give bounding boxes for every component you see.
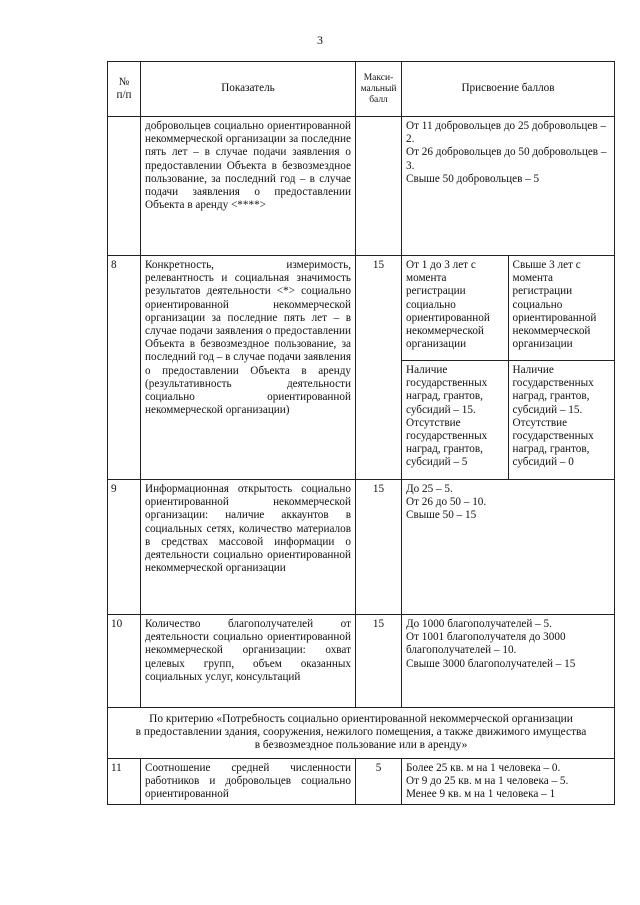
scoring-subcell: Наличие государственных наград, грантов, субсидий – 15. Отсутствие государственных наград, грантов, субсидий – 5 (402, 361, 508, 480)
header-indicator: Показатель (141, 62, 356, 117)
scoring-subcell: От 1 до 3 лет с момента регистрации социально ориентированной некоммерческой организации (402, 256, 508, 361)
indicator-cell: Количество благополучателей от деятельности социально ориентированной некоммерческой организации: охват целевых групп, объем оказанных социальных услуг, консультаций (141, 615, 356, 708)
max-score-cell: 15 (356, 480, 402, 615)
indicator-cell: Конкретность, измеримость, релевантность и социальная значимость результатов деятельности <*> социально ориентированной некоммерческой организации за последние пять лет – в случае подачи заявления о предоставлении Объекта в безвозмездное пользование, за последний год – в случае подачи заявления о предоставлении Объекта в аренду (результативность деятельности социально ориентированной некоммерческой организации) (141, 256, 356, 480)
max-score-cell: 5 (356, 758, 402, 805)
row-number: 9 (108, 480, 141, 615)
indicator-cell: Соотношение средней численности работников и добровольцев социально ориентированной (141, 758, 356, 805)
row-number: 10 (108, 615, 141, 708)
scoring-split-cell (402, 256, 615, 480)
table-row-11 (108, 758, 615, 805)
indicator-cell: добровольцев социально ориентированной некоммерческой организации за последние пять лет – в случае подачи заявления о предоставлении Объекта в безвозмездное пользование, за последний год – в случае подачи заявления о предоставлении Объекта в аренду <****> (141, 117, 356, 256)
table-row-10 (108, 615, 615, 708)
criterion-heading: По критерию «Потребность социально ориентированной некоммерческой организации в предоставлении здания, сооружения, нежилого помещения, а также движимого имущества в безвозмездное пользование или в аренду» (108, 708, 615, 759)
table-row-8 (108, 256, 615, 480)
scoring-cell: Более 25 кв. м на 1 человека – 0. От 9 до 25 кв. м на 1 человека – 5. Менее 9 кв. м на 1 человека – 1 (402, 758, 615, 805)
header-scoring: Присвоение баллов (402, 62, 615, 117)
table-header-row (108, 62, 615, 117)
scoring-subcell: Свыше 3 лет с момента регистрации социально ориентированной некоммерческой организации (508, 256, 614, 361)
row-number: 8 (108, 256, 141, 480)
header-num: № п/п (108, 62, 141, 117)
max-score-cell: 15 (356, 256, 402, 480)
page-number: 3 (317, 33, 323, 47)
scoring-cell: До 1000 благополучателей – 5. От 1001 благополучателя до 3000 благополучателей – 10. Свыше 3000 благополучателей – 15 (402, 615, 615, 708)
table-row-9 (108, 480, 615, 615)
header-max-score: Макси- мальный балл (356, 62, 402, 117)
scoring-table (107, 61, 615, 805)
scoring-cell: До 25 – 5. От 26 до 50 – 10. Свыше 50 – 15 (402, 480, 615, 615)
max-score-cell: 15 (356, 615, 402, 708)
scoring-subcell: Наличие государственных наград, грантов, субсидий – 15. Отсутствие государственных наград, грантов, субсидий – 0 (508, 361, 614, 480)
criterion-row (108, 708, 615, 759)
scoring-cell: От 11 добровольцев до 25 добровольцев – 2. От 26 добровольцев до 50 добровольцев – 3. Свыше 50 добровольцев – 5 (402, 117, 615, 256)
row-number: 11 (108, 758, 141, 805)
table-row-continued (108, 117, 615, 256)
indicator-cell: Информационная открытость социально ориентированной некоммерческой организации: наличие аккаунтов в социальных сетях, количество материалов в средствах массовой информации о деятельности социально ориентированной некоммерческой организации (141, 480, 356, 615)
scoring-subtable (402, 256, 614, 479)
